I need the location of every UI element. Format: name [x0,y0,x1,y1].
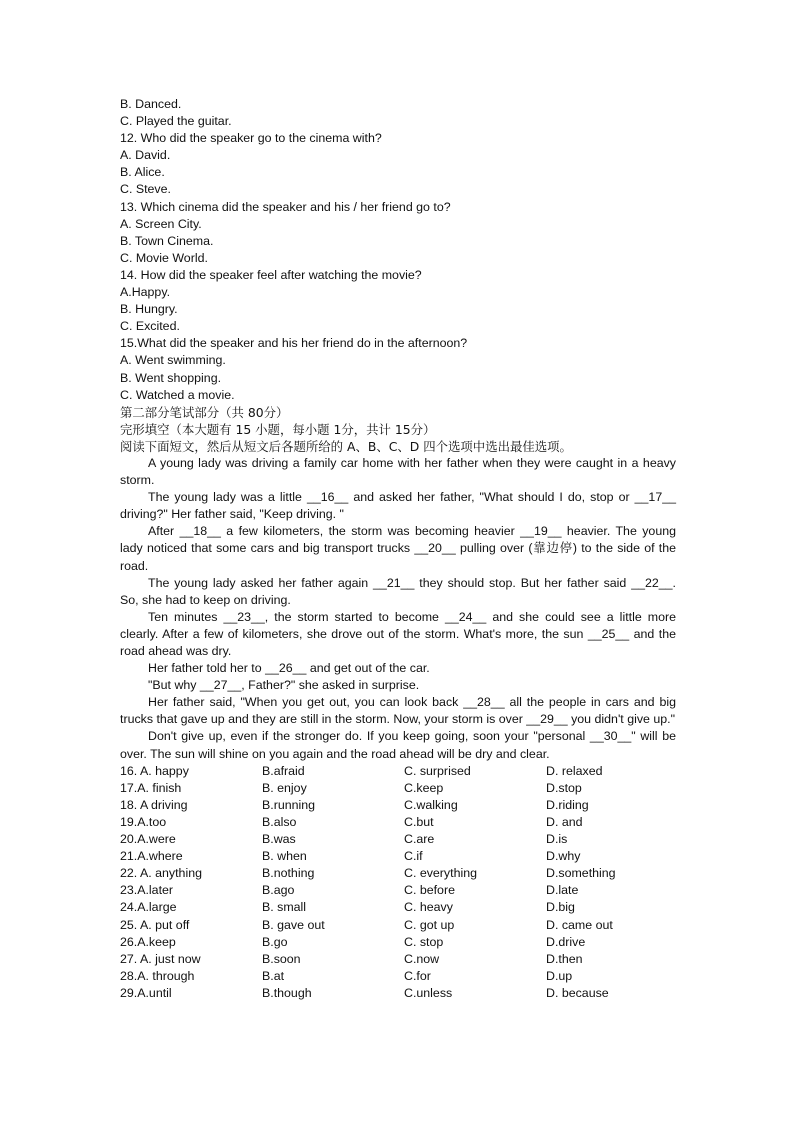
listening-section [120,96,676,404]
option-a: 28.A. through [120,968,195,983]
question-line: 13. Which cinema did the speaker and his / her friend go to? [120,199,451,214]
passage-paragraph: After __18__ a few kilometers, the storm was becoming heavier __19__ heavier. The young lady noticed that some cars and big transport trucks __20__ pulling over (靠边停) to the side of the road. [120,524,676,573]
option-row [120,899,676,916]
option-row [120,797,676,814]
option-c: C. before [404,883,455,898]
option-b: B. gave out [262,917,325,932]
option-d: D.big [546,900,575,915]
option-d: D.something [546,866,616,881]
option-b: B.nothing [262,866,315,881]
option-b: B.soon [262,951,301,966]
option-line: B. Town Cinema. [120,233,214,248]
option-d: D. relaxed [546,763,603,778]
option-line: C. Excited. [120,319,180,334]
option-row [120,968,676,985]
options-table [120,763,676,1002]
option-row [120,780,676,797]
document-page [120,96,676,1002]
instruction: 阅读下面短文，然后从短文后各题所给的 A、B、C、D 四个选项中选出最佳选项。 [120,438,572,454]
option-d: D.drive [546,934,586,949]
option-c: C.now [404,951,440,966]
option-row [120,985,676,1002]
question-line: 12. Who did the speaker go to the cinema with? [120,131,382,146]
option-row [120,865,676,882]
option-c: C. stop [404,934,444,949]
option-b: B.at [262,968,285,983]
option-a: 21.A.where [120,849,183,864]
option-c: C. got up [404,917,455,932]
option-a: 24.A.large [120,900,177,915]
option-c: C.unless [404,985,453,1000]
option-row [120,882,676,899]
option-a: 29.A.until [120,985,172,1000]
option-d: D.late [546,883,579,898]
option-line: A. David. [120,148,171,163]
passage-paragraph: Her father told her to __26__ and get out of the car. [148,661,430,676]
option-a: 26.A.keep [120,934,176,949]
passage-paragraph: Don't give up, even if the stronger do. If you keep going, soon your "personal __30__" will be over. The sun will shine on you again and the road ahead will be dry and clear. [120,729,676,761]
option-a: 17.A. finish [120,780,182,795]
option-b: B. enjoy [262,780,307,795]
cloze-title: 完形填空（本大题有 15 小题，每小题 1分，共计 15分） [120,421,436,437]
option-d: D. came out [546,917,613,932]
question-line: 15.What did the speaker and his her friend do in the afternoon? [120,336,468,351]
option-a: 18. A driving [120,797,188,812]
part-title: 第二部分笔试部分（共 80分） [120,404,289,420]
option-row [120,848,676,865]
option-b: B. small [262,900,307,915]
option-row [120,951,676,968]
option-a: 20.A.were [120,832,176,847]
option-d: D.riding [546,797,589,812]
option-a: 23.A.later [120,883,174,898]
passage-paragraph: The young lady was a little __16__ and asked her father, "What should I do, stop or __17__ driving?" Her father said, "Keep driving. " [120,490,676,522]
option-d: D.up [546,968,573,983]
option-d: D.why [546,849,581,864]
option-c: C.but [404,814,434,829]
passage-paragraph: Ten minutes __23__, the storm started to become __24__ and she could see a little more clearly. After a few of kilometers, she drove out of the storm. What's more, the sun __25__ and the road ahead was dry. [120,609,676,658]
option-d: D.stop [546,780,582,795]
option-line: B. Went shopping. [120,370,222,385]
passage-paragraph: "But why __27__, Father?" she asked in surprise. [148,678,420,693]
option-d: D.then [546,951,583,966]
option-c: C.keep [404,780,444,795]
cloze-passage [120,455,676,763]
option-a: 22. A. anything [120,866,202,881]
option-line: A. Screen City. [120,216,202,231]
option-row [120,814,676,831]
option-c: C.if [404,849,423,864]
option-line: C. Played the guitar. [120,114,232,129]
option-row [120,763,676,780]
option-c: C. heavy [404,900,453,915]
option-b: B.go [262,934,288,949]
option-b: B.afraid [262,763,305,778]
option-line: B. Alice. [120,165,165,180]
option-d: D. because [546,985,609,1000]
option-line: C. Movie World. [120,250,208,265]
option-line: B. Danced. [120,97,182,111]
option-line: C. Steve. [120,182,171,197]
option-line: A.Happy. [120,285,171,300]
option-c: C.are [404,832,435,847]
option-c: C. everything [404,866,478,881]
option-b: B.also [262,814,297,829]
option-a: 27. A. just now [120,951,201,966]
option-c: C.walking [404,797,458,812]
option-a: 25. A. put off [120,917,190,932]
option-a: 16. A. happy [120,763,189,778]
option-row [120,831,676,848]
option-b: B.though [262,985,312,1000]
option-row [120,917,676,934]
section-header [120,404,676,455]
option-c: C. surprised [404,763,471,778]
passage-paragraph: The young lady asked her father again __21__ they should stop. But her father said __22__. So, she had to keep on driving. [120,575,676,607]
option-c: C.for [404,968,431,983]
option-b: B.running [262,797,316,812]
option-d: D.is [546,832,568,847]
option-row [120,934,676,951]
passage-paragraph: Her father said, "When you get out, you can look back __28__ all the people in cars and big trucks that gave up and they are still in the storm. Now, your storm is over __29__ you didn't give up." [120,695,676,727]
option-line: B. Hungry. [120,302,178,317]
option-b: B.was [262,832,296,847]
option-a: 19.A.too [120,814,167,829]
passage-paragraph: A young lady was driving a family car home with her father when they were caught in a heavy storm. [120,455,676,488]
option-line: A. Went swimming. [120,353,226,368]
option-b: B.ago [262,883,295,898]
option-b: B. when [262,849,307,864]
option-d: D. and [546,814,583,829]
question-line: 14. How did the speaker feel after watching the movie? [120,267,422,282]
option-line: C. Watched a movie. [120,387,235,402]
